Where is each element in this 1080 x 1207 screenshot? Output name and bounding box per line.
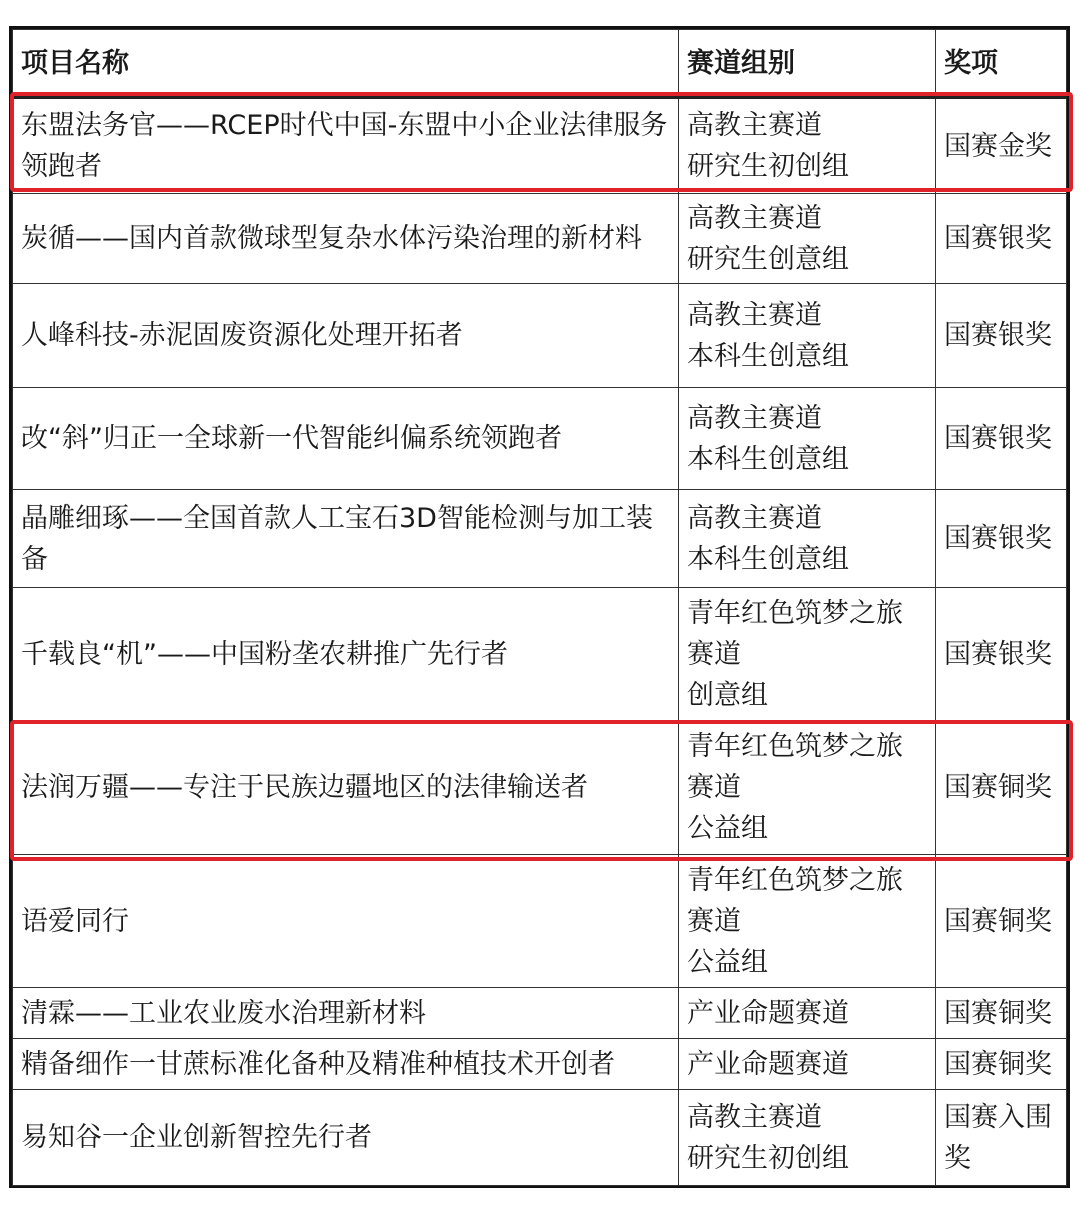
table-row bbox=[13, 988, 1067, 1039]
track-line: 产业命题赛道 bbox=[687, 1048, 849, 1080]
track-line: 青年红色筑梦之旅 bbox=[687, 597, 903, 629]
table-row bbox=[13, 855, 1067, 988]
track-cell bbox=[679, 588, 936, 721]
project-name-cell: 千载良“机”——中国粉垄农耕推广先行者 bbox=[13, 588, 679, 721]
track-line: 研究生初创组 bbox=[687, 151, 849, 182]
project-name-cell: 炭循——国内首款微球型复杂水体污染治理的新材料 bbox=[13, 194, 679, 284]
project-name-cell: 法润万疆——专注于民族边疆地区的法律输送者 bbox=[13, 721, 679, 855]
track-line: 赛道 bbox=[687, 772, 741, 803]
award-cell: 国赛铜奖 bbox=[936, 1039, 1067, 1090]
track-cell bbox=[679, 855, 936, 988]
project-name-cell: 人峰科技-赤泥固废资源化处理开拓者 bbox=[13, 284, 679, 388]
award-cell: 国赛铜奖 bbox=[936, 855, 1067, 988]
table-row bbox=[13, 388, 1067, 490]
award-cell: 国赛银奖 bbox=[936, 588, 1067, 721]
header-project-name: 项目名称 bbox=[13, 30, 679, 98]
table-row bbox=[13, 98, 1067, 194]
track-line: 高教主赛道 bbox=[687, 1101, 822, 1133]
project-name-cell: 改“斜”归正一全球新一代智能纠偏系统领跑者 bbox=[13, 388, 679, 490]
table-row bbox=[13, 194, 1067, 284]
track-cell bbox=[679, 194, 936, 284]
table-row bbox=[13, 1039, 1067, 1090]
track-line: 创意组 bbox=[687, 679, 768, 711]
project-name-cell: 易知谷一企业创新智控先行者 bbox=[13, 1090, 679, 1186]
award-cell: 国赛银奖 bbox=[936, 194, 1067, 284]
track-cell bbox=[679, 721, 936, 855]
track-line: 本科生创意组 bbox=[687, 443, 849, 475]
award-cell: 国赛银奖 bbox=[936, 284, 1067, 388]
track-cell bbox=[679, 490, 936, 588]
track-line: 高教主赛道 bbox=[687, 502, 822, 534]
award-cell: 国赛银奖 bbox=[936, 388, 1067, 490]
track-line: 研究生创意组 bbox=[687, 243, 849, 275]
award-cell: 国赛铜奖 bbox=[936, 988, 1067, 1039]
track-line: 公益组 bbox=[687, 946, 768, 978]
track-cell bbox=[679, 988, 936, 1039]
track-line: 赛道 bbox=[687, 638, 741, 670]
track-line: 高教主赛道 bbox=[687, 110, 822, 141]
track-cell bbox=[679, 284, 936, 388]
table-row bbox=[13, 721, 1067, 855]
table-row bbox=[13, 588, 1067, 721]
track-line: 高教主赛道 bbox=[687, 402, 822, 434]
track-line: 本科生创意组 bbox=[687, 543, 849, 575]
track-cell bbox=[679, 388, 936, 490]
table-row bbox=[13, 284, 1067, 388]
project-name-cell: 东盟法务官——RCEP时代中国-东盟中小企业法律服务领跑者 bbox=[13, 98, 679, 194]
track-line: 本科生创意组 bbox=[687, 340, 849, 372]
track-line: 高教主赛道 bbox=[687, 202, 822, 234]
project-name-cell: 精备细作一甘蔗标准化备种及精准种植技术开创者 bbox=[13, 1039, 679, 1090]
track-line: 研究生初创组 bbox=[687, 1142, 849, 1174]
track-line: 青年红色筑梦之旅 bbox=[687, 731, 903, 762]
track-cell bbox=[679, 98, 936, 194]
award-cell: 国赛金奖 bbox=[936, 98, 1067, 194]
awards-table bbox=[12, 29, 1067, 1186]
header-award: 奖项 bbox=[936, 30, 1067, 98]
award-cell: 国赛入围奖 bbox=[936, 1090, 1067, 1186]
track-cell bbox=[679, 1039, 936, 1090]
track-cell bbox=[679, 1090, 936, 1186]
awards-table-container bbox=[9, 26, 1070, 1188]
project-name-cell: 语爱同行 bbox=[13, 855, 679, 988]
award-cell: 国赛铜奖 bbox=[936, 721, 1067, 855]
track-line: 高教主赛道 bbox=[687, 299, 822, 331]
project-name-cell: 清霖——工业农业废水治理新材料 bbox=[13, 988, 679, 1039]
header-track-group: 赛道组别 bbox=[679, 30, 936, 98]
track-line: 公益组 bbox=[687, 813, 768, 844]
table-header-row bbox=[13, 30, 1067, 98]
project-name-cell: 晶雕细琢——全国首款人工宝石3D智能检测与加工装备 bbox=[13, 490, 679, 588]
track-line: 青年红色筑梦之旅 bbox=[687, 864, 903, 896]
table-row bbox=[13, 490, 1067, 588]
track-line: 产业命题赛道 bbox=[687, 997, 849, 1029]
track-line: 赛道 bbox=[687, 905, 741, 937]
award-cell: 国赛银奖 bbox=[936, 490, 1067, 588]
table-row bbox=[13, 1090, 1067, 1186]
